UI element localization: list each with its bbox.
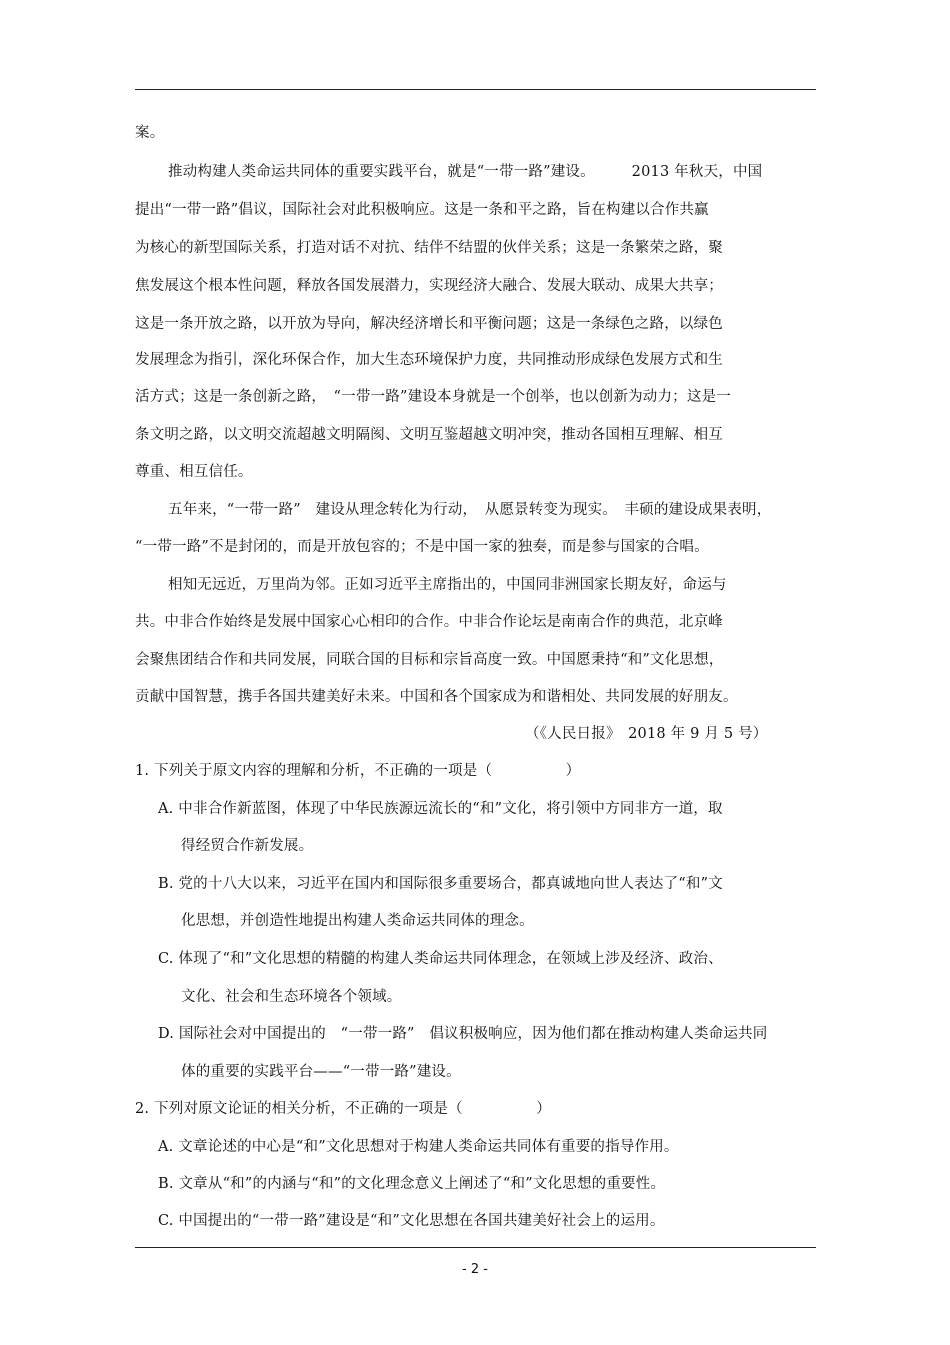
header-rule <box>135 89 816 90</box>
source-citation: （《人民日报》 2018 年 9 月 5 号） <box>525 726 768 742</box>
paragraph-line: 共。中非合作始终是发展中国家心心相印的合作。中非合作论坛是南南合作的典范，北京峰 <box>135 614 723 630</box>
paragraph-line: 为核心的新型国际关系，打造对话不对抗、结伴不结盟的伙伴关系；这是一条繁荣之路，聚 <box>135 240 723 256</box>
q1-option-a: A. 中非合作新蓝图，体现了中华民族源远流长的“和”文化，将引领中方同非方一道，取 <box>158 801 723 817</box>
paragraph-line: 尊重、相互信任。 <box>135 464 253 480</box>
paragraph-line: 推动构建人类命运共同体的重要实践平台，就是“一带一路”建设。 2013 年秋天，中国 <box>168 164 763 180</box>
q1-option-c-cont: 文化、社会和生态环境各个领域。 <box>181 989 402 1005</box>
q2-option-c: C. 中国提出的“一带一路”建设是“和”文化思想在各国共建美好社会上的运用。 <box>158 1213 665 1229</box>
paragraph-line: 焦发展这个根本性问题，释放各国发展潜力，实现经济大融合、发展大联动、成果大共享； <box>135 278 723 294</box>
question-2: 2. 下列对原文论证的相关分析，不正确的一项是（ ） <box>135 1101 551 1117</box>
q2-option-b: B. 文章从“和”的内涵与“和”的文化理念意义上阐述了“和”文化思想的重要性。 <box>158 1176 666 1192</box>
q1-option-d-cont: 体的重要的实践平台——“一带一路”建设。 <box>181 1064 461 1080</box>
paragraph-line: 五年来，“一带一路” 建设从理念转化为行动， 从愿景转变为现实。 丰硕的建设成果表明， <box>168 502 772 518</box>
q1-option-b-cont: 化思想，并创造性地提出构建人类命运共同体的理念。 <box>181 913 534 929</box>
q2-option-a: A. 文章论述的中心是“和”文化思想对于构建人类命运共同体有重要的指导作用。 <box>158 1139 679 1155</box>
q1-option-c: C. 体现了“和”文化思想的精髓的构建人类命运共同体理念，在领域上涉及经济、政治、 <box>158 951 723 967</box>
q1-option-d: D. 国际社会对中国提出的 “一带一路” 倡议积极响应，因为他们都在推动构建人类命运共同 <box>158 1026 768 1042</box>
q1-option-a-cont: 得经贸合作新发展。 <box>181 838 314 854</box>
paragraph-line: 贡献中国智慧，携手各国共建美好未来。中国和各个国家成为和谐相处、共同发展的好朋友。 <box>135 689 738 705</box>
paragraph-line: 这是一条开放之路，以开放为导向，解决经济增长和平衡问题；这是一条绿色之路，以绿色 <box>135 316 723 332</box>
paragraph-line: 条文明之路，以文明交流超越文明隔阂、文明互鉴超越文明冲突，推动各国相互理解、相互 <box>135 427 723 443</box>
paragraph-line: 活方式；这是一条创新之路， “一带一路”建设本身就是一个创举，也以创新为动力；这是一 <box>135 389 731 405</box>
question-1: 1. 下列关于原文内容的理解和分析，不正确的一项是（ ） <box>135 763 581 779</box>
page-number: - 2 - <box>462 1262 488 1277</box>
paragraph-line: 案。 <box>135 125 165 141</box>
paragraph-line: 发展理念为指引，深化环保合作，加大生态环境保护力度，共同推动形成绿色发展方式和生 <box>135 352 723 368</box>
paragraph-line: “一带一路”不是封闭的，而是开放包容的；不是中国一家的独奏，而是参与国家的合唱。 <box>135 539 709 555</box>
paragraph-line: 相知无远近，万里尚为邻。正如习近平主席指出的，中国同非洲国家长期友好，命运与 <box>168 577 727 593</box>
paragraph-line: 会聚焦团结合作和共同发展，同联合国的目标和宗旨高度一致。中国愿秉持“和”文化思想， <box>135 652 724 668</box>
footer-rule <box>135 1247 816 1248</box>
paragraph-line: 提出“一带一路”倡议，国际社会对此积极响应。这是一条和平之路，旨在构建以合作共赢 <box>135 202 709 218</box>
q1-option-b: B. 党的十八大以来，习近平在国内和国际很多重要场合，都真诚地向世人表达了“和”文 <box>158 876 723 892</box>
